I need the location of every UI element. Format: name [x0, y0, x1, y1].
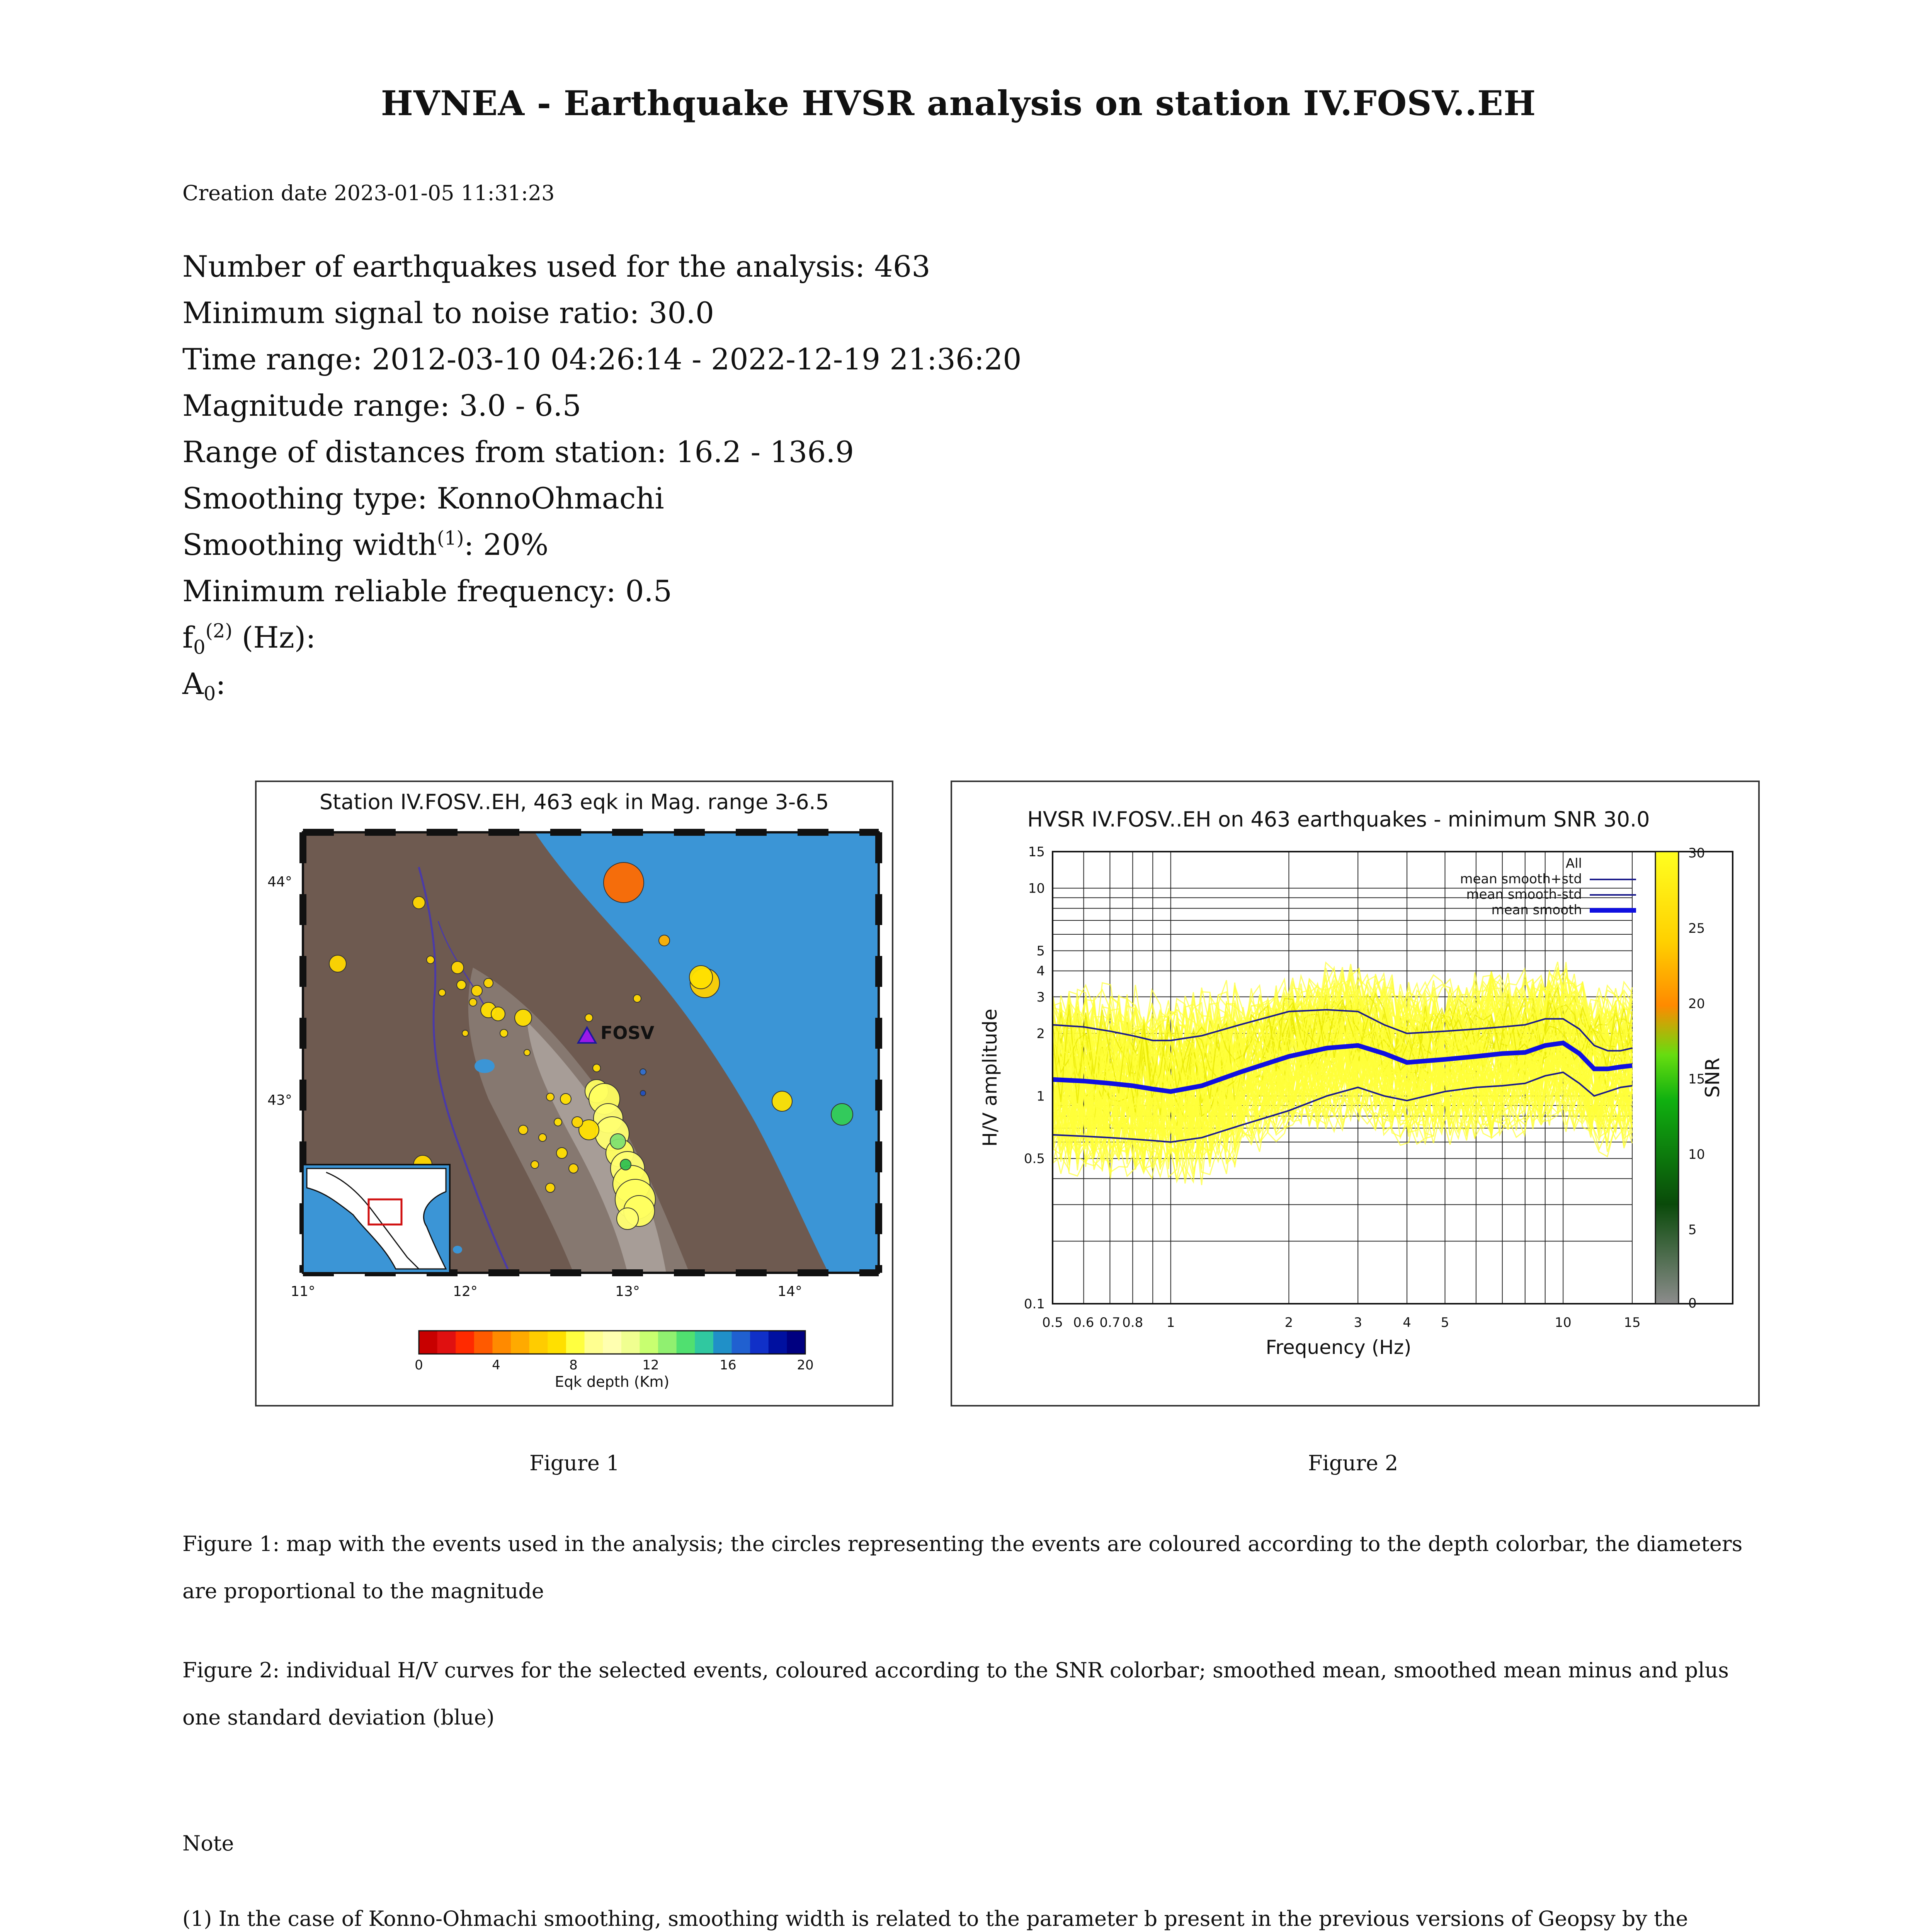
- earthquake-event: [659, 935, 670, 946]
- earthquake-event: [539, 1134, 546, 1141]
- earthquake-event: [572, 1117, 583, 1128]
- earthquake-event: [640, 1090, 646, 1096]
- info-a0: $A_0$:: [182, 667, 226, 705]
- lat-label-44: 44°: [267, 874, 292, 890]
- earthquake-event: [457, 980, 466, 990]
- depth-tick-0: 0: [415, 1357, 423, 1373]
- depth-colorbar-segment: [677, 1331, 695, 1354]
- depth-colorbar-segment: [658, 1331, 677, 1354]
- depth-colorbar-segment: [548, 1331, 566, 1354]
- earthquake-event: [610, 1134, 626, 1149]
- earthquake-event: [617, 1208, 638, 1230]
- y-tick-label: 0.1: [1024, 1296, 1045, 1312]
- depth-colorbar-segment: [529, 1331, 548, 1354]
- earthquake-event: [491, 1007, 505, 1021]
- depth-colorbar-segment: [640, 1331, 658, 1354]
- depth-tick-8: 8: [569, 1357, 578, 1373]
- figure-2-description: Figure 2: individual H/V curves for the selected events, coloured according to the SNR colorbar; smoothed mean, smoothed mean minus and plus one standard deviation (blue): [182, 1658, 1729, 1730]
- depth-colorbar-label: Eqk depth (Km): [555, 1373, 670, 1390]
- earthquake-event: [469, 998, 477, 1006]
- depth-colorbar-segment: [419, 1331, 437, 1354]
- depth-colorbar-segment: [437, 1331, 456, 1354]
- earthquake-event: [554, 1118, 562, 1126]
- depth-colorbar-segment: [511, 1331, 529, 1354]
- earthquake-event: [471, 985, 482, 996]
- y-tick-label: 5: [1036, 943, 1045, 959]
- info-earthquake-count: Number of earthquakes used for the analysis: 463: [182, 249, 930, 284]
- info-f0: $f_0^{(2)}$ (Hz):: [182, 619, 316, 659]
- x-tick-label: 1: [1166, 1315, 1175, 1330]
- inset-map: [303, 1165, 450, 1273]
- y-tick-label: 3: [1036, 989, 1045, 1005]
- lat-label-43: 43°: [267, 1092, 292, 1108]
- earthquake-event: [569, 1164, 578, 1173]
- x-tick-label: 5: [1441, 1315, 1449, 1330]
- depth-colorbar-segment: [566, 1331, 585, 1354]
- depth-tick-20: 20: [797, 1357, 814, 1373]
- earthquake-event: [484, 978, 493, 988]
- legend-plus-std: mean smooth+std: [1460, 871, 1582, 887]
- figure-1-map: [255, 781, 893, 1406]
- y-tick-label: 15: [1028, 844, 1045, 860]
- y-tick-label: 0.5: [1024, 1151, 1045, 1167]
- depth-colorbar-segment: [769, 1331, 787, 1354]
- depth-colorbar: [419, 1331, 806, 1354]
- earthquake-event: [633, 995, 641, 1002]
- earthquake-event: [427, 956, 434, 964]
- creation-date: Creation date 2023-01-05 11:31:23: [182, 181, 555, 205]
- depth-colorbar-segment: [585, 1331, 603, 1354]
- earthquake-event: [546, 1183, 555, 1192]
- x-tick-label: 0.5: [1042, 1315, 1063, 1330]
- x-tick-label: 10: [1555, 1315, 1572, 1330]
- note-1: (1) In the case of Konno-Ohmachi smoothing, smoothing width is related to the parameter b present in the previous versions of Geopsy by the: [182, 1906, 1688, 1931]
- earthquake-event: [413, 896, 425, 909]
- x-tick-label: 3: [1354, 1315, 1362, 1330]
- x-tick-label: 0.6: [1073, 1315, 1094, 1330]
- snr-tick-30: 30: [1688, 845, 1705, 861]
- earthquake-event: [524, 1049, 530, 1056]
- page-title: HVNEA - Earthquake HVSR analysis on station IV.FOSV..EH: [381, 83, 1536, 123]
- depth-colorbar-segment: [695, 1331, 713, 1354]
- info-smoothing-type: Smoothing type: KonnoOhmachi: [182, 481, 664, 515]
- depth-colorbar-segment: [750, 1331, 769, 1354]
- snr-tick-10: 10: [1688, 1147, 1705, 1162]
- legend-all: All: [1565, 856, 1582, 871]
- y-tick-label: 2: [1036, 1026, 1045, 1042]
- map-title: Station IV.FOSV..EH, 463 eqk in Mag. range 3-6.5: [319, 790, 829, 814]
- earthquake-event: [451, 961, 464, 974]
- x-tick-label: 2: [1284, 1315, 1293, 1330]
- figure-2-hvsr-chart: [951, 781, 1760, 1406]
- legend-mean: mean smooth: [1491, 902, 1582, 918]
- info-min-frequency: Minimum reliable frequency: 0.5: [182, 574, 672, 608]
- note-heading: Note: [182, 1831, 234, 1855]
- depth-tick-16: 16: [720, 1357, 737, 1373]
- depth-colorbar-segment: [713, 1331, 732, 1354]
- earthquake-event: [604, 862, 644, 903]
- snr-tick-15: 15: [1688, 1071, 1705, 1087]
- y-tick-label: 10: [1028, 881, 1045, 896]
- earthquake-event: [831, 1104, 853, 1125]
- depth-colorbar-segment: [732, 1331, 750, 1354]
- station-label: FOSV: [600, 1022, 655, 1043]
- snr-tick-5: 5: [1688, 1222, 1697, 1238]
- earthquake-event: [689, 966, 713, 989]
- snr-tick-0: 0: [1688, 1296, 1697, 1311]
- lon-label-13: 13°: [615, 1284, 640, 1299]
- lon-label-14: 14°: [777, 1284, 802, 1299]
- lake-trasimeno: [475, 1059, 495, 1073]
- earthquake-event: [500, 1029, 508, 1037]
- snr-colorbar-label: SNR: [1701, 1058, 1724, 1098]
- earthquake-event: [519, 1125, 528, 1134]
- x-tick-label: 0.8: [1122, 1315, 1143, 1330]
- earthquake-event: [462, 1030, 468, 1036]
- info-distance-range: Range of distances from station: 16.2 - 136.9: [182, 435, 854, 469]
- info-magnitude-range: Magnitude range: 3.0 - 6.5: [182, 388, 582, 423]
- depth-tick-4: 4: [492, 1357, 500, 1373]
- y-axis-label: H/V amplitude: [979, 1009, 1001, 1147]
- earthquake-event: [560, 1094, 571, 1104]
- figure-1-description: Figure 1: map with the events used in the analysis; the circles representing the events are coloured according to the depth colorbar, the diameters are proportional to the magnitude: [182, 1532, 1743, 1603]
- lake-small: [453, 1246, 462, 1253]
- earthquake-event: [772, 1091, 792, 1111]
- earthquake-event: [640, 1069, 646, 1075]
- info-time-range: Time range: 2012-03-10 04:26:14 - 2022-12-19 21:36:20: [182, 342, 1022, 376]
- depth-colorbar-segment: [621, 1331, 640, 1354]
- depth-colorbar-segment: [456, 1331, 474, 1354]
- info-min-snr: Minimum signal to noise ratio: 30.0: [182, 296, 714, 330]
- earthquake-event: [531, 1161, 539, 1168]
- x-axis-label: Frequency (Hz): [1266, 1336, 1412, 1359]
- earthquake-event: [620, 1159, 631, 1170]
- legend-minus-std: mean smooth-std: [1466, 887, 1582, 902]
- earthquake-event: [546, 1093, 554, 1101]
- earthquake-event: [515, 1009, 532, 1026]
- earthquake-event: [329, 955, 346, 972]
- earthquake-event: [556, 1148, 567, 1158]
- depth-colorbar-segment: [787, 1331, 805, 1354]
- x-tick-label: 15: [1624, 1315, 1641, 1330]
- snr-tick-20: 20: [1688, 996, 1705, 1012]
- depth-colorbar-segment: [474, 1331, 493, 1354]
- chart-title: HVSR IV.FOSV..EH on 463 earthquakes - minimum SNR 30.0: [1027, 807, 1650, 832]
- earthquake-event: [593, 1064, 600, 1072]
- x-tick-label: 4: [1403, 1315, 1411, 1330]
- y-tick-label: 4: [1036, 963, 1045, 979]
- lon-label-11: 11°: [291, 1284, 315, 1299]
- depth-colorbar-segment: [603, 1331, 621, 1354]
- figure-1-caption-short: Figure 1: [529, 1451, 620, 1475]
- earthquake-event: [585, 1014, 593, 1022]
- x-tick-label: 0.7: [1099, 1315, 1121, 1330]
- snr-colorbar: [1655, 852, 1679, 1304]
- snr-tick-25: 25: [1688, 921, 1705, 936]
- lon-label-12: 12°: [453, 1284, 478, 1299]
- earthquake-event: [439, 989, 446, 996]
- y-tick-label: 1: [1036, 1088, 1045, 1104]
- figure-2-caption-short: Figure 2: [1308, 1451, 1398, 1475]
- depth-colorbar-segment: [492, 1331, 511, 1354]
- info-smoothing-width: Smoothing width$^{(1)}$: 20%: [182, 527, 549, 562]
- depth-tick-12: 12: [642, 1357, 659, 1373]
